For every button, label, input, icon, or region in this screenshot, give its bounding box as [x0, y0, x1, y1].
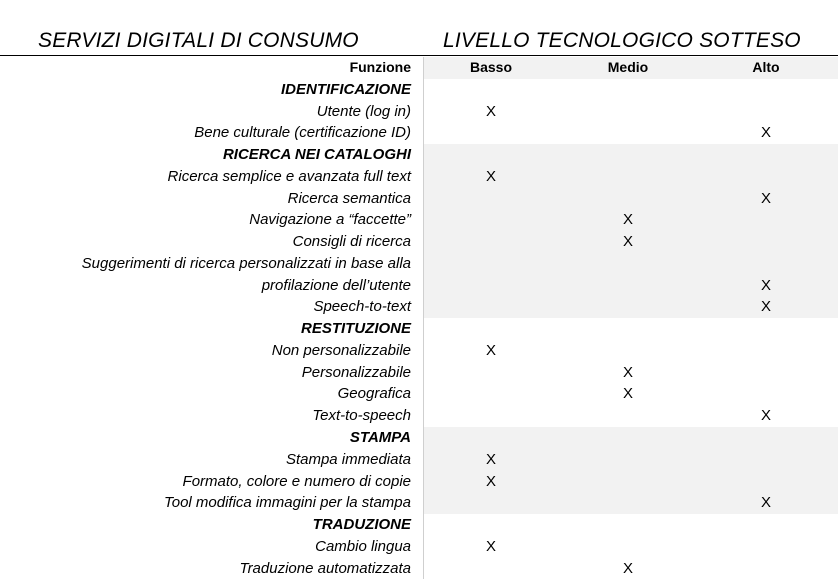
row-shade [424, 144, 838, 166]
category-row [0, 318, 838, 340]
function-label: Traduzione automatizzata [239, 559, 411, 577]
table-row [0, 471, 838, 493]
level-mark-basso: X [485, 472, 496, 490]
table-row [0, 166, 838, 188]
table-row [0, 449, 838, 471]
left-header-title: SERVIZI DIGITALI DI CONSUMO [38, 29, 359, 52]
table-row [0, 536, 838, 558]
category-label: TRADUZIONE [312, 516, 411, 534]
row-shade [424, 253, 838, 275]
table-row [0, 122, 838, 144]
function-label: Text-to-speech [312, 407, 411, 425]
function-column-header: Funzione [349, 59, 411, 75]
table-row [0, 362, 838, 384]
level-mark-alto: X [760, 189, 771, 207]
level-mark-alto: X [760, 407, 771, 425]
category-row [0, 514, 838, 536]
level-mark-medio: X [622, 385, 633, 403]
column-header-basso: Basso [469, 59, 513, 75]
level-mark-alto: X [760, 124, 771, 142]
function-label: Bene culturale (certificazione ID) [194, 124, 411, 142]
function-label: Ricerca semplice e avanzata full text [167, 167, 411, 185]
function-label: Utente (log in) [316, 102, 411, 120]
category-label: RICERCA NEI CATALOGHI [222, 146, 411, 164]
column-header-medio: Medio [607, 59, 649, 75]
function-label: Navigazione a “faccette” [249, 211, 411, 229]
function-label: Consigli di ricerca [292, 233, 411, 251]
function-label: Suggerimenti di ricerca personalizzati in base alla [81, 254, 411, 272]
column-header-row [0, 57, 838, 79]
right-header-title: LIVELLO TECNOLOGICO SOTTESO [443, 29, 801, 52]
function-label: Geografica [337, 385, 411, 403]
level-mark-alto: X [760, 276, 771, 294]
table-row [0, 209, 838, 231]
table-row [0, 492, 838, 514]
level-mark-basso: X [485, 450, 496, 468]
level-mark-alto: X [760, 494, 771, 512]
function-label: Ricerca semantica [287, 189, 411, 207]
table-row [0, 275, 838, 297]
table-row [0, 188, 838, 210]
level-mark-medio: X [622, 363, 633, 381]
table-row [0, 558, 838, 579]
category-label: RESTITUZIONE [300, 320, 411, 338]
category-row [0, 427, 838, 449]
level-mark-basso: X [485, 167, 496, 185]
table-row [0, 101, 838, 123]
category-label: STAMPA [349, 429, 411, 447]
function-label: profilazione dell’utente [261, 276, 411, 294]
level-mark-medio: X [622, 559, 633, 577]
table-row [0, 253, 838, 275]
level-mark-basso: X [485, 341, 496, 359]
function-label: Formato, colore e numero di copie [182, 472, 411, 490]
column-header-alto: Alto [752, 59, 780, 75]
function-label: Cambio lingua [315, 537, 411, 555]
table-row [0, 231, 838, 253]
table-row [0, 383, 838, 405]
row-shade [424, 427, 838, 449]
category-row [0, 79, 838, 101]
function-label: Personalizzabile [301, 363, 411, 381]
category-row [0, 144, 838, 166]
column-divider [423, 57, 424, 579]
services-table [0, 57, 838, 579]
category-label: IDENTIFICAZIONE [281, 80, 411, 98]
table-row [0, 296, 838, 318]
table-row [0, 340, 838, 362]
level-mark-alto: X [760, 298, 771, 316]
level-mark-basso: X [485, 102, 496, 120]
function-label: Speech-to-text [313, 298, 411, 316]
function-label: Stampa immediata [285, 450, 411, 468]
level-mark-medio: X [622, 233, 633, 251]
function-label: Non personalizzabile [271, 341, 411, 359]
function-label: Tool modifica immagini per la stampa [163, 494, 411, 512]
table-row [0, 405, 838, 427]
table-body [0, 79, 838, 579]
header-divider [0, 55, 838, 56]
level-mark-medio: X [622, 211, 633, 229]
level-mark-basso: X [485, 537, 496, 555]
